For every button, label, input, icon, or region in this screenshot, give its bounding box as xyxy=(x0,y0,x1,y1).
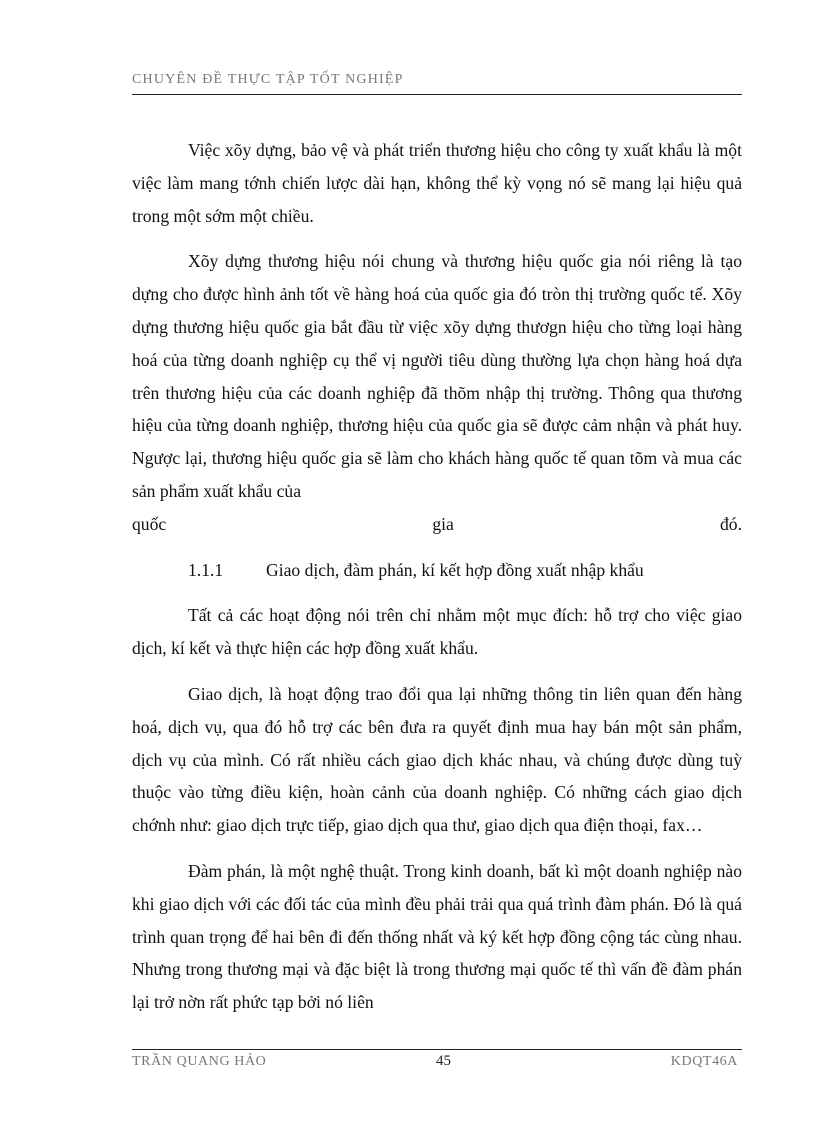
section-heading xyxy=(132,554,742,587)
page-footer xyxy=(132,1049,742,1080)
footer-author: TRẦN QUANG HẢO xyxy=(132,1054,267,1069)
section-number: 1.1.1 xyxy=(188,559,224,580)
last-line-word: đó. xyxy=(719,513,742,534)
last-line-word: gia xyxy=(432,513,454,534)
paragraph-national-brand-last-line xyxy=(132,508,742,541)
paragraph-national-brand: Xõy dựng thương hiệu nói chung và thương hiệu quốc gia nói riêng là tạo dựng cho được hình ảnh tốt về hàng hoá của quốc gia đó tròn thị trường quốc tế. Xõy dựng thương hiệu quốc gia bắt đầu từ việc xõy dựng thươgn hiệu cho từng loại hàng hoá của từng doanh nghiệp cụ thể vị người tiêu dùng thường lựa chọn hàng hoá dựa trên thương hiệu của các doanh nghiệp đã thõm nhập thị trường. Thông qua thương hiệu của từng doanh nghiệp, thương hiệu của quốc gia sẽ được cảm nhận và phát huy. Ngược lại, thương hiệu quốc gia sẽ làm cho khách hàng quốc tế quan tõm và mua các sản phẩm xuất khẩu của xyxy=(132,251,742,501)
last-line-word: quốc xyxy=(132,513,167,534)
paragraph-purpose: Tất cả các hoạt động nói trên chỉ nhằm một mục đích: hỗ trợ cho việc giao dịch, kí kết và thực hiện các hợp đồng xuất khẩu. xyxy=(132,605,742,659)
header-title: CHUYÊN ĐỀ THỰC TẬP TỐT NGHIỆP xyxy=(132,72,404,87)
footer-class-code: KDQT46A xyxy=(670,1054,738,1069)
page-header xyxy=(132,72,742,95)
paragraph-transaction: Giao dịch, là hoạt động trao đổi qua lại những thông tin liên quan đến hàng hoá, dịch vụ, qua đó hỗ trợ các bên đưa ra quyết định mua hay bán một sản phẩm, dịch vụ của mình. Có rất nhiều cách giao dịch khác nhau, và chúng được dùng tuỳ thuộc vào từng điều kiện, hoàn cảnh của doanh nghiệp. Có những cách giao dịch chớnh như: giao dịch trực tiếp, giao dịch qua thư, giao dịch qua điện thoại, fax… xyxy=(132,683,742,836)
page-number: 45 xyxy=(436,1053,451,1069)
section-title: Giao dịch, đàm phán, kí kết hợp đồng xuất nhập khẩu xyxy=(266,559,644,580)
document-body xyxy=(132,134,742,1032)
paragraph-brand-strategy: Việc xõy dựng, bảo vệ và phát triển thương hiệu cho công ty xuất khẩu là một việc làm mang tớnh chiến lược dài hạn, không thể kỳ vọng nó sẽ mang lại hiệu quả trong một sớm một chiều. xyxy=(132,140,742,226)
paragraph-negotiation: Đàm phán, là một nghệ thuật. Trong kinh doanh, bất kì một doanh nghiệp nào khi giao dịch với các đối tác của mình đều phải trải qua quá trình đàm phán. Đó là quá trình quan trọng để hai bên đi đến thống nhất và ký kết hợp đồng cộng tác cùng nhau. Nhưng trong thương mại và đặc biệt là trong thương mại quốc tế thì vấn đề đàm phán lại trở nờn rất phức tạp bởi nó liên xyxy=(132,860,742,1013)
